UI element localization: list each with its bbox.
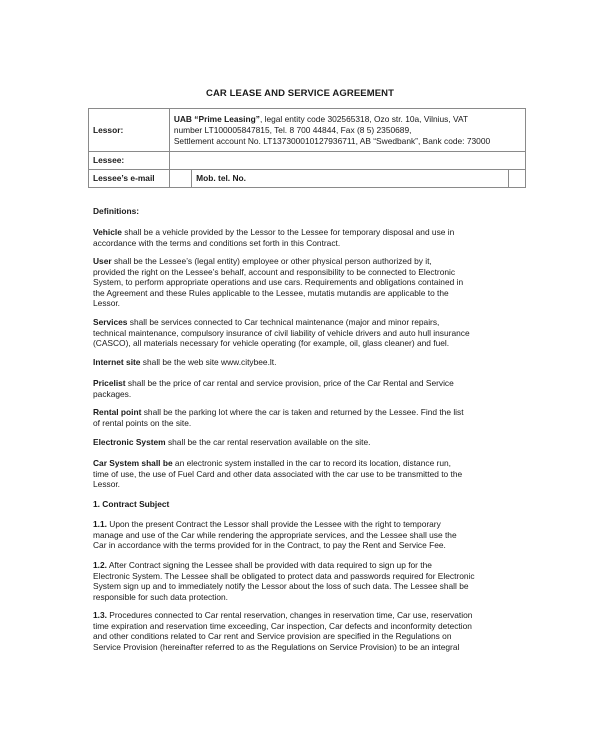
lessor-details-line2: number LT100005847815, Tel. 8 700 44844, Fax (8 5) 2350689,: [173, 124, 412, 135]
term-rental-point: Rental point: [93, 407, 142, 417]
definition-text: shall be services connected to Car technical maintenance (major and minor repairs,: [127, 317, 440, 327]
definition-text: an electronic system installed in the car to record its location, distance run,: [172, 458, 451, 468]
term-internet-site: Internet site: [93, 357, 141, 367]
definition-internet-site: [93, 357, 523, 368]
lessor-name: UAB “Prime Leasing”: [173, 113, 260, 124]
definition-text: shall be the price of car rental and service provision, price of the Car Rental and Service: [125, 378, 454, 388]
lessee-contact-row: [89, 170, 526, 188]
section-heading-contract-subject: 1. Contract Subject: [93, 499, 170, 509]
lessee-email-field[interactable]: [169, 170, 191, 188]
mobile-phone-label: Mob. tel. No.: [192, 170, 509, 188]
definition-text: shall be a vehicle provided by the Lessor to the Lessee for temporary disposal and use in: [121, 227, 455, 237]
definition-vehicle: [93, 227, 523, 248]
definition-text: System, to perform appropriate operations and use cars. Requirements and obligations contained in: [93, 277, 464, 288]
definition-text: Lessor.: [93, 298, 121, 309]
clause-text: manage and use of the Car while rendering the appropriate services, and the Lessee shall use the: [93, 529, 457, 540]
definition-text: the Agreement and these Rules applicable to the Lessee, mutatis mutandis are applicable to the: [93, 287, 449, 298]
lessor-details-line1: , legal entity code 302565318, Ozo str. 10a, Vilnius, VAT: [259, 113, 469, 124]
lessor-details-line3: Settlement account No. LT137300010127936711, AB “Swedbank”, Bank code: 73000: [173, 135, 491, 146]
term-car-system: Car System shall be: [93, 458, 173, 468]
clause-text: Car in accordance with the terms provided for in the Contract, to pay the Rent and Service Fee.: [93, 540, 446, 551]
definition-text: shall be the parking lot where the car is taken and returned by the Lessee. Find the list: [141, 407, 464, 417]
parties-table: [88, 108, 526, 188]
definition-rental-point: [93, 407, 523, 428]
lessor-details: [169, 109, 525, 152]
definition-text: provided the right on the Lessee’s behalf, account and responsibility to be connected to Electronic: [93, 266, 456, 277]
lessor-label: Lessor:: [89, 109, 170, 152]
clause-number: 1.1.: [93, 519, 107, 529]
term-user: User: [93, 256, 112, 266]
clause-text: Electronic System. The Lessee shall be obligated to protect data and passwords required for Electronic: [93, 570, 475, 581]
definition-text: accordance with the terms and conditions set forth in this Contract.: [93, 237, 341, 248]
clause-number: 1.2.: [93, 560, 107, 570]
definition-text: of rental points on the site.: [93, 417, 192, 428]
clause-text: System sign up and to immediately notify the Lessor about the loss of such data. The Lessee shall be: [93, 581, 469, 592]
clause-number: 1.3.: [93, 610, 107, 620]
lessor-row: [89, 109, 526, 152]
definitions-heading: Definitions:: [93, 206, 140, 216]
definition-text: shall be the web site www.citybee.lt.: [140, 357, 277, 367]
definition-text: technical maintenance, compulsory insurance of civil liability of vehicle drivers and auto hull insurance: [93, 327, 470, 338]
definition-text: shall be the car rental reservation available on the site.: [165, 437, 371, 447]
definition-text: time of use, the use of Fuel Card and other data associated with the car use to be transmitted to the: [93, 468, 463, 479]
term-electronic-system: Electronic System: [93, 437, 166, 447]
definition-services: [93, 317, 523, 349]
definition-pricelist: [93, 378, 523, 399]
clause-text: time expiration and reservation time exceeding, Car inspection, Car defects and inconformity detection: [93, 620, 472, 631]
lessee-email-label: Lessee’s e-mail: [89, 170, 170, 188]
clause-text: Upon the present Contract the Lessor shall provide the Lessee with the right to temporary: [106, 519, 441, 529]
clause-1-1: [93, 519, 523, 551]
clause-text: After Contract signing the Lessee shall be provided with data required to sign up for the: [106, 560, 432, 570]
lessee-label: Lessee:: [89, 152, 170, 170]
clause-text: and other conditions related to Car rent and Service provision are specified in the Regulations on: [93, 631, 452, 642]
definition-text: packages.: [93, 388, 132, 399]
term-services: Services: [93, 317, 128, 327]
clause-text: Service Provision (hereinafter referred to as the Regulations on Service Provision) to be an integral: [93, 641, 460, 652]
definition-electronic-system: [93, 437, 523, 448]
clause-text: Procedures connected to Car rental reservation, changes in reservation time, Car use, reservation: [106, 610, 473, 620]
clause-text: responsible for such data protection.: [93, 591, 229, 602]
document-title: CAR LEASE AND SERVICE AGREEMENT: [205, 88, 395, 99]
definition-text: Lessor.: [93, 479, 121, 490]
definition-text: shall be the Lessee’s (legal entity) employee or other physical person authorized by it,: [111, 256, 432, 266]
mobile-phone-field[interactable]: [509, 170, 526, 188]
definition-car-system: [93, 458, 523, 490]
term-pricelist: Pricelist: [93, 378, 126, 388]
clause-1-3: [93, 610, 523, 652]
definition-user: [93, 256, 523, 309]
lessee-row: [89, 152, 526, 170]
clause-1-2: [93, 560, 523, 602]
definition-text: (CASCO), all materials necessary for vehicle operating (for example, oil, glass cleaner) and fuel.: [93, 338, 450, 349]
term-vehicle: Vehicle: [93, 227, 122, 237]
lessee-value-field[interactable]: [169, 152, 525, 170]
